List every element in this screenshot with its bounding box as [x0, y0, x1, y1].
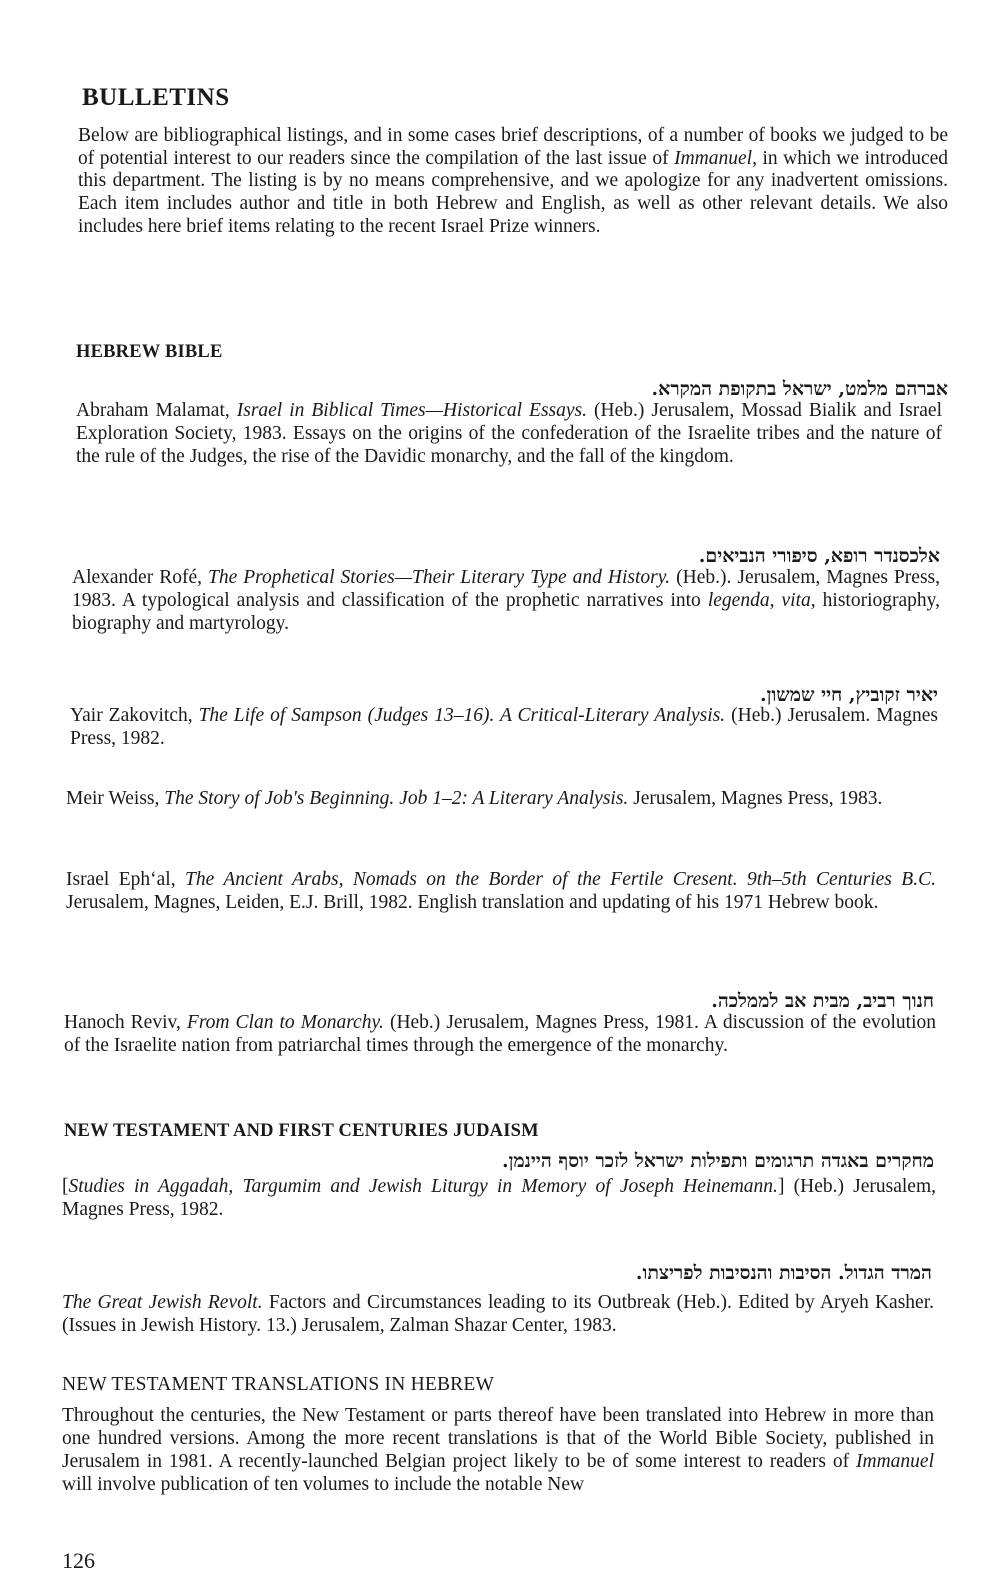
entry-hebrew-title: יאיר זקוביץ, חיי שמשון. — [759, 684, 938, 706]
entry-hebrew-title: המרד הגדול. הסיבות והנסיבות לפריצתו. — [635, 1262, 932, 1284]
page-number: 126 — [62, 1548, 95, 1573]
section-heading-translations: NEW TESTAMENT TRANSLATIONS IN HEBREW — [62, 1374, 495, 1395]
entry-ephal: Israel Eph‘al, The Ancient Arabs, Nomads on the Border of the Fertile Cresent. 9th–5th Centuries B.C. Jerusalem, Magnes, Leiden, E.J. Brill, 1982. English translation and updating of his 1971 Hebrew book. — [66, 869, 936, 913]
entry-heinemann: [Studies in Aggadah, Targumim and Jewish Liturgy in Memory of Joseph Heinemann.] (Heb.) Jerusalem, Magnes Press, 1982. — [62, 1176, 936, 1220]
intro-text: Below are bibliographical listings, and in some cases brief descriptions, of a number of books we judged to be of potential interest to our readers since the compilation of the last issue of — [78, 125, 948, 169]
entry-hebrew-title: אלכסנדר רופא, סיפורי הנביאים. — [698, 545, 940, 567]
entry-weiss: Meir Weiss, The Story of Job's Beginning. Job 1–2: A Literary Analysis. Jerusalem, Magnes Press, 1983. — [66, 788, 883, 809]
translations-paragraph: Throughout the centuries, the New Testament or parts thereof have been translated into Hebrew in more than one hundred versions. Among the more recent translations is that of the World Bible Society, published in Jerusalem in 1981. A recently-launched Belgian project likely to be of some interest to readers of Immanuel will involve publication of ten volumes to include the notable New — [62, 1405, 934, 1495]
entry-hebrew-title: מחקרים באגדה תרגומים ותפילות ישראל לזכר יוסף היינמן. — [501, 1150, 934, 1172]
entry-zakovitch: Yair Zakovitch, The Life of Sampson (Judges 13–16). A Critical-Literary Analysis. (Heb.) Jerusalem. Magnes Press, 1982. — [70, 705, 938, 749]
section-heading-hebrew-bible: HEBREW BIBLE — [76, 342, 223, 362]
section-heading-new-testament: NEW TESTAMENT AND FIRST CENTURIES JUDAISM — [64, 1121, 539, 1141]
page-title: BULLETINS — [82, 84, 230, 111]
intro-paragraph — [78, 125, 948, 239]
entry-reviv: Hanoch Reviv, From Clan to Monarchy. (Heb.) Jerusalem, Magnes Press, 1981. A discussion of the evolution of the Israelite nation from patriarchal times through the emergence of the monarchy. — [64, 1012, 936, 1056]
entry-rofe: Alexander Rofé, The Prophetical Stories—Their Literary Type and History. (Heb.). Jerusalem, Magnes Press, 1983. A typological analysis and classification of the prophetic narratives into legenda, vita, historiography, biography and martyrology. — [72, 567, 941, 634]
entry-revolt: The Great Jewish Revolt. Factors and Circumstances leading to its Outbreak (Heb.). Edited by Aryeh Kasher. (Issues in Jewish History. 13.) Jerusalem, Zalman Shazar Center, 1983. — [62, 1292, 934, 1336]
entry-hebrew-title: חנוך רביב, מבית אב לממלכה. — [711, 990, 934, 1012]
entry-malamat: Abraham Malamat, Israel in Biblical Times—Historical Essays. (Heb.) Jerusalem, Mossad Bialik and Israel Exploration Society, 1983. Essays on the origins of the confederation of the Israelite tribes and the nature of the rule of the Judges, the rise of the Davidic monarchy, and the fall of the kingdom. — [76, 400, 942, 467]
entry-hebrew-title: אברהם מלמט, ישראל בתקופת המקרא. — [651, 378, 948, 400]
intro-text-end: in which we introduced this department. The listing is by no means comprehensive, and we apologize for any inadvertent omissions. Each item includes author and title in both Hebrew and English, as well as other relevant details. We also includes here brief items relating to the recent Israel Prize winners. — [78, 147, 948, 237]
intro-journal-name: Immanuel, — [674, 147, 757, 169]
